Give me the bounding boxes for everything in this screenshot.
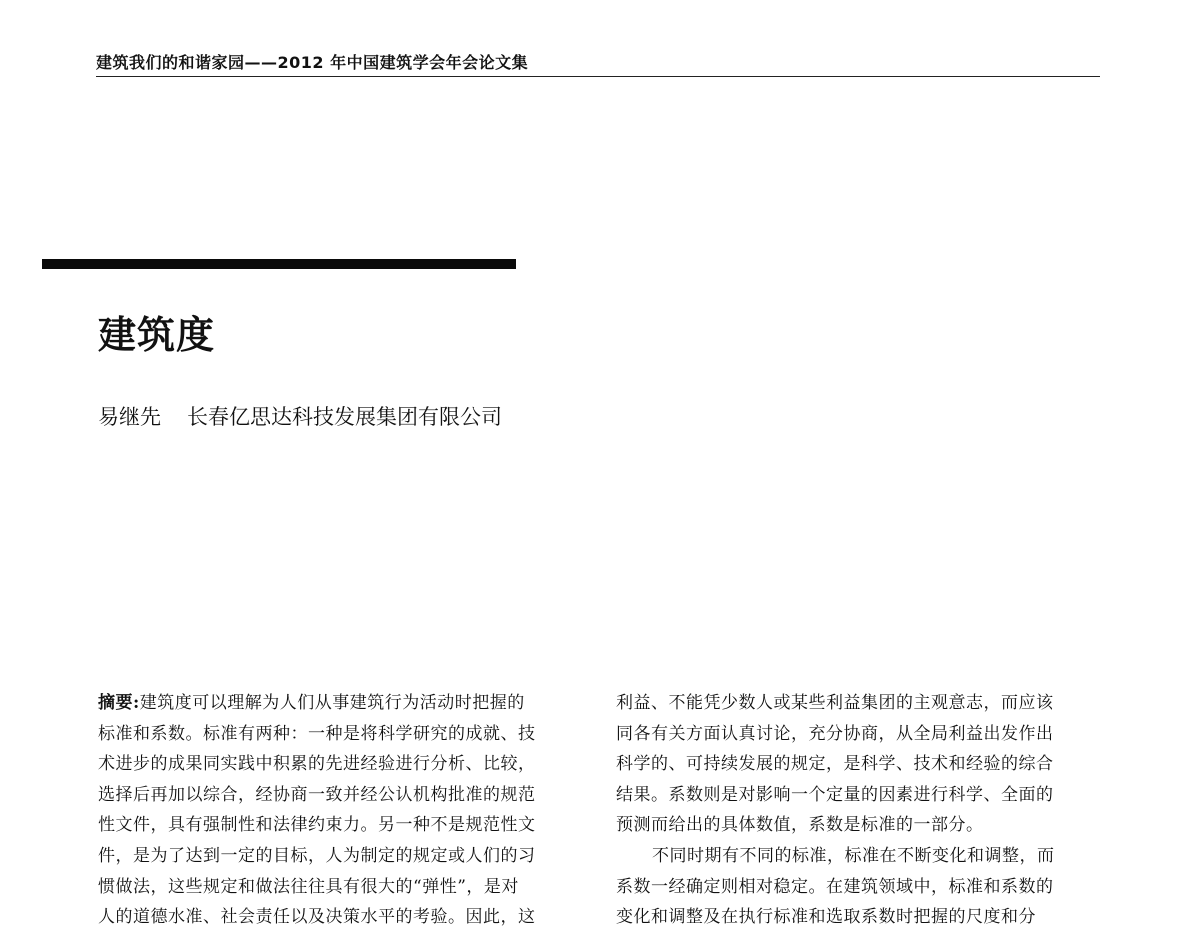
right-line-8: 变化和调整及在执行标准和选取系数时把握的尺度和分 [616,907,1036,928]
title-bar [42,259,516,269]
abstract-line-1 [98,688,584,719]
running-header: 建筑我们的和谐家园——2012 年中国建筑学会年会论文集 [96,53,529,72]
article-title: 建筑度 [98,313,216,357]
byline [98,401,502,431]
abstract-line-6: 件，是为了达到一定的目标，人为制定的规定或人们的习 [98,845,536,866]
abstract-line-5: 性文件，具有强制性和法律约束力。另一种不是规范性文 [98,815,536,836]
abstract-line-3: 术进步的成果同实践中积累的先进经验进行分析、比较， [98,754,536,775]
abstract-line-7: 惯做法，这些规定和做法往往具有很大的“弹性”，是对 [98,876,519,897]
abstract-label: 摘要: [98,693,140,713]
right-line-7: 系数一经确定则相对稳定。在建筑领域中，标准和系数的 [616,876,1054,897]
right-column [616,688,1102,933]
abstract-line-1-text: 建筑度可以理解为人们从事建筑行为活动时把握的 [139,693,525,713]
abstract-column [98,688,584,933]
right-line-4: 结果。系数则是对影响一个定量的因素进行科学、全面的 [616,784,1054,805]
right-line-1: 利益、不能凭少数人或某些利益集团的主观意志，而应该 [616,693,1054,713]
header-rule [96,76,1100,77]
abstract-line-2: 标准和系数。标准有两种：一种是将科学研究的成就、技 [98,723,536,744]
abstract-line-4: 选择后再加以综合，经协商一致并经公认机构批准的规范 [98,784,536,805]
author-name: 易继先 [98,405,161,429]
author-affiliation: 长春亿思达科技发展集团有限公司 [187,405,502,429]
right-line-6: 不同时期有不同的标准，标准在不断变化和调整，而 [652,845,1055,866]
right-line-5: 预测而给出的具体数值，系数是标准的一部分。 [616,815,984,836]
right-line-3: 科学的、可持续发展的规定，是科学、技术和经验的综合 [616,754,1054,775]
abstract-line-8: 人的道德水准、社会责任以及决策水平的考验。因此，这 [98,907,536,928]
right-line-2: 同各有关方面认真讨论，充分协商，从全局利益出发作出 [616,723,1054,744]
